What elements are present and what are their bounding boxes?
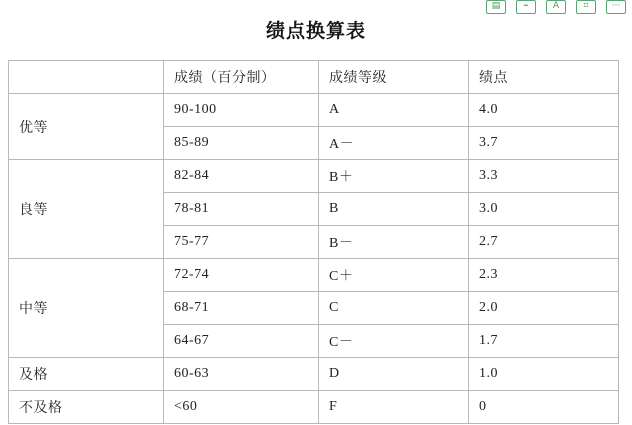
cell-level: 不及格 (9, 391, 164, 424)
cell-score: <60 (164, 391, 319, 424)
table-row (9, 358, 619, 391)
cell-point: 4.0 (469, 94, 619, 127)
cell-grade: F (319, 391, 469, 424)
cell-point: 0 (469, 391, 619, 424)
text-icon-glyph: A (552, 1, 560, 11)
cell-score: 72-74 (164, 259, 319, 292)
crop-icon-glyph: ⌗ (583, 1, 589, 11)
cell-point: 3.0 (469, 193, 619, 226)
crop-icon[interactable] (576, 0, 596, 14)
grade-conversion-table (8, 60, 619, 424)
grade-table-container (8, 60, 618, 424)
image-icon-glyph: ▤ (491, 1, 501, 11)
cell-score: 85-89 (164, 127, 319, 160)
cell-grade: C＋ (319, 259, 469, 292)
table-row (9, 391, 619, 424)
cell-grade: C (319, 292, 469, 325)
cell-score: 78-81 (164, 193, 319, 226)
cell-grade: B＋ (319, 160, 469, 193)
image-icon[interactable] (486, 0, 506, 14)
cell-level: 良等 (9, 160, 164, 259)
table-row (9, 160, 619, 193)
cell-grade: A－ (319, 127, 469, 160)
cell-point: 3.3 (469, 160, 619, 193)
cell-point: 1.7 (469, 325, 619, 358)
table-row (9, 94, 619, 127)
cell-score: 64-67 (164, 325, 319, 358)
cell-point: 2.0 (469, 292, 619, 325)
text-icon[interactable] (546, 0, 566, 14)
more-icon[interactable] (606, 0, 626, 14)
cell-score: 82-84 (164, 160, 319, 193)
table-row (9, 259, 619, 292)
cell-point: 1.0 (469, 358, 619, 391)
link-icon[interactable] (516, 0, 536, 14)
cell-grade: A (319, 94, 469, 127)
header-cell-score: 成绩（百分制） (164, 61, 319, 94)
more-icon-glyph: ⋯ (611, 1, 621, 11)
cell-score: 68-71 (164, 292, 319, 325)
cell-point: 2.7 (469, 226, 619, 259)
cell-level: 优等 (9, 94, 164, 160)
cell-grade: B－ (319, 226, 469, 259)
cell-point: 3.7 (469, 127, 619, 160)
cell-level: 中等 (9, 259, 164, 358)
header-cell-grade: 成绩等级 (319, 61, 469, 94)
header-cell-level (9, 61, 164, 94)
cell-grade: D (319, 358, 469, 391)
cell-grade: C－ (319, 325, 469, 358)
cell-score: 60-63 (164, 358, 319, 391)
header-cell-point: 绩点 (469, 61, 619, 94)
link-icon-glyph: ⌁ (523, 1, 529, 11)
cell-score: 75-77 (164, 226, 319, 259)
cell-grade: B (319, 193, 469, 226)
toolbar[interactable] (486, 0, 626, 14)
table-header-row (9, 61, 619, 94)
cell-score: 90-100 (164, 94, 319, 127)
cell-level: 及格 (9, 358, 164, 391)
page-title: 绩点换算表 (265, 20, 366, 42)
cell-point: 2.3 (469, 259, 619, 292)
